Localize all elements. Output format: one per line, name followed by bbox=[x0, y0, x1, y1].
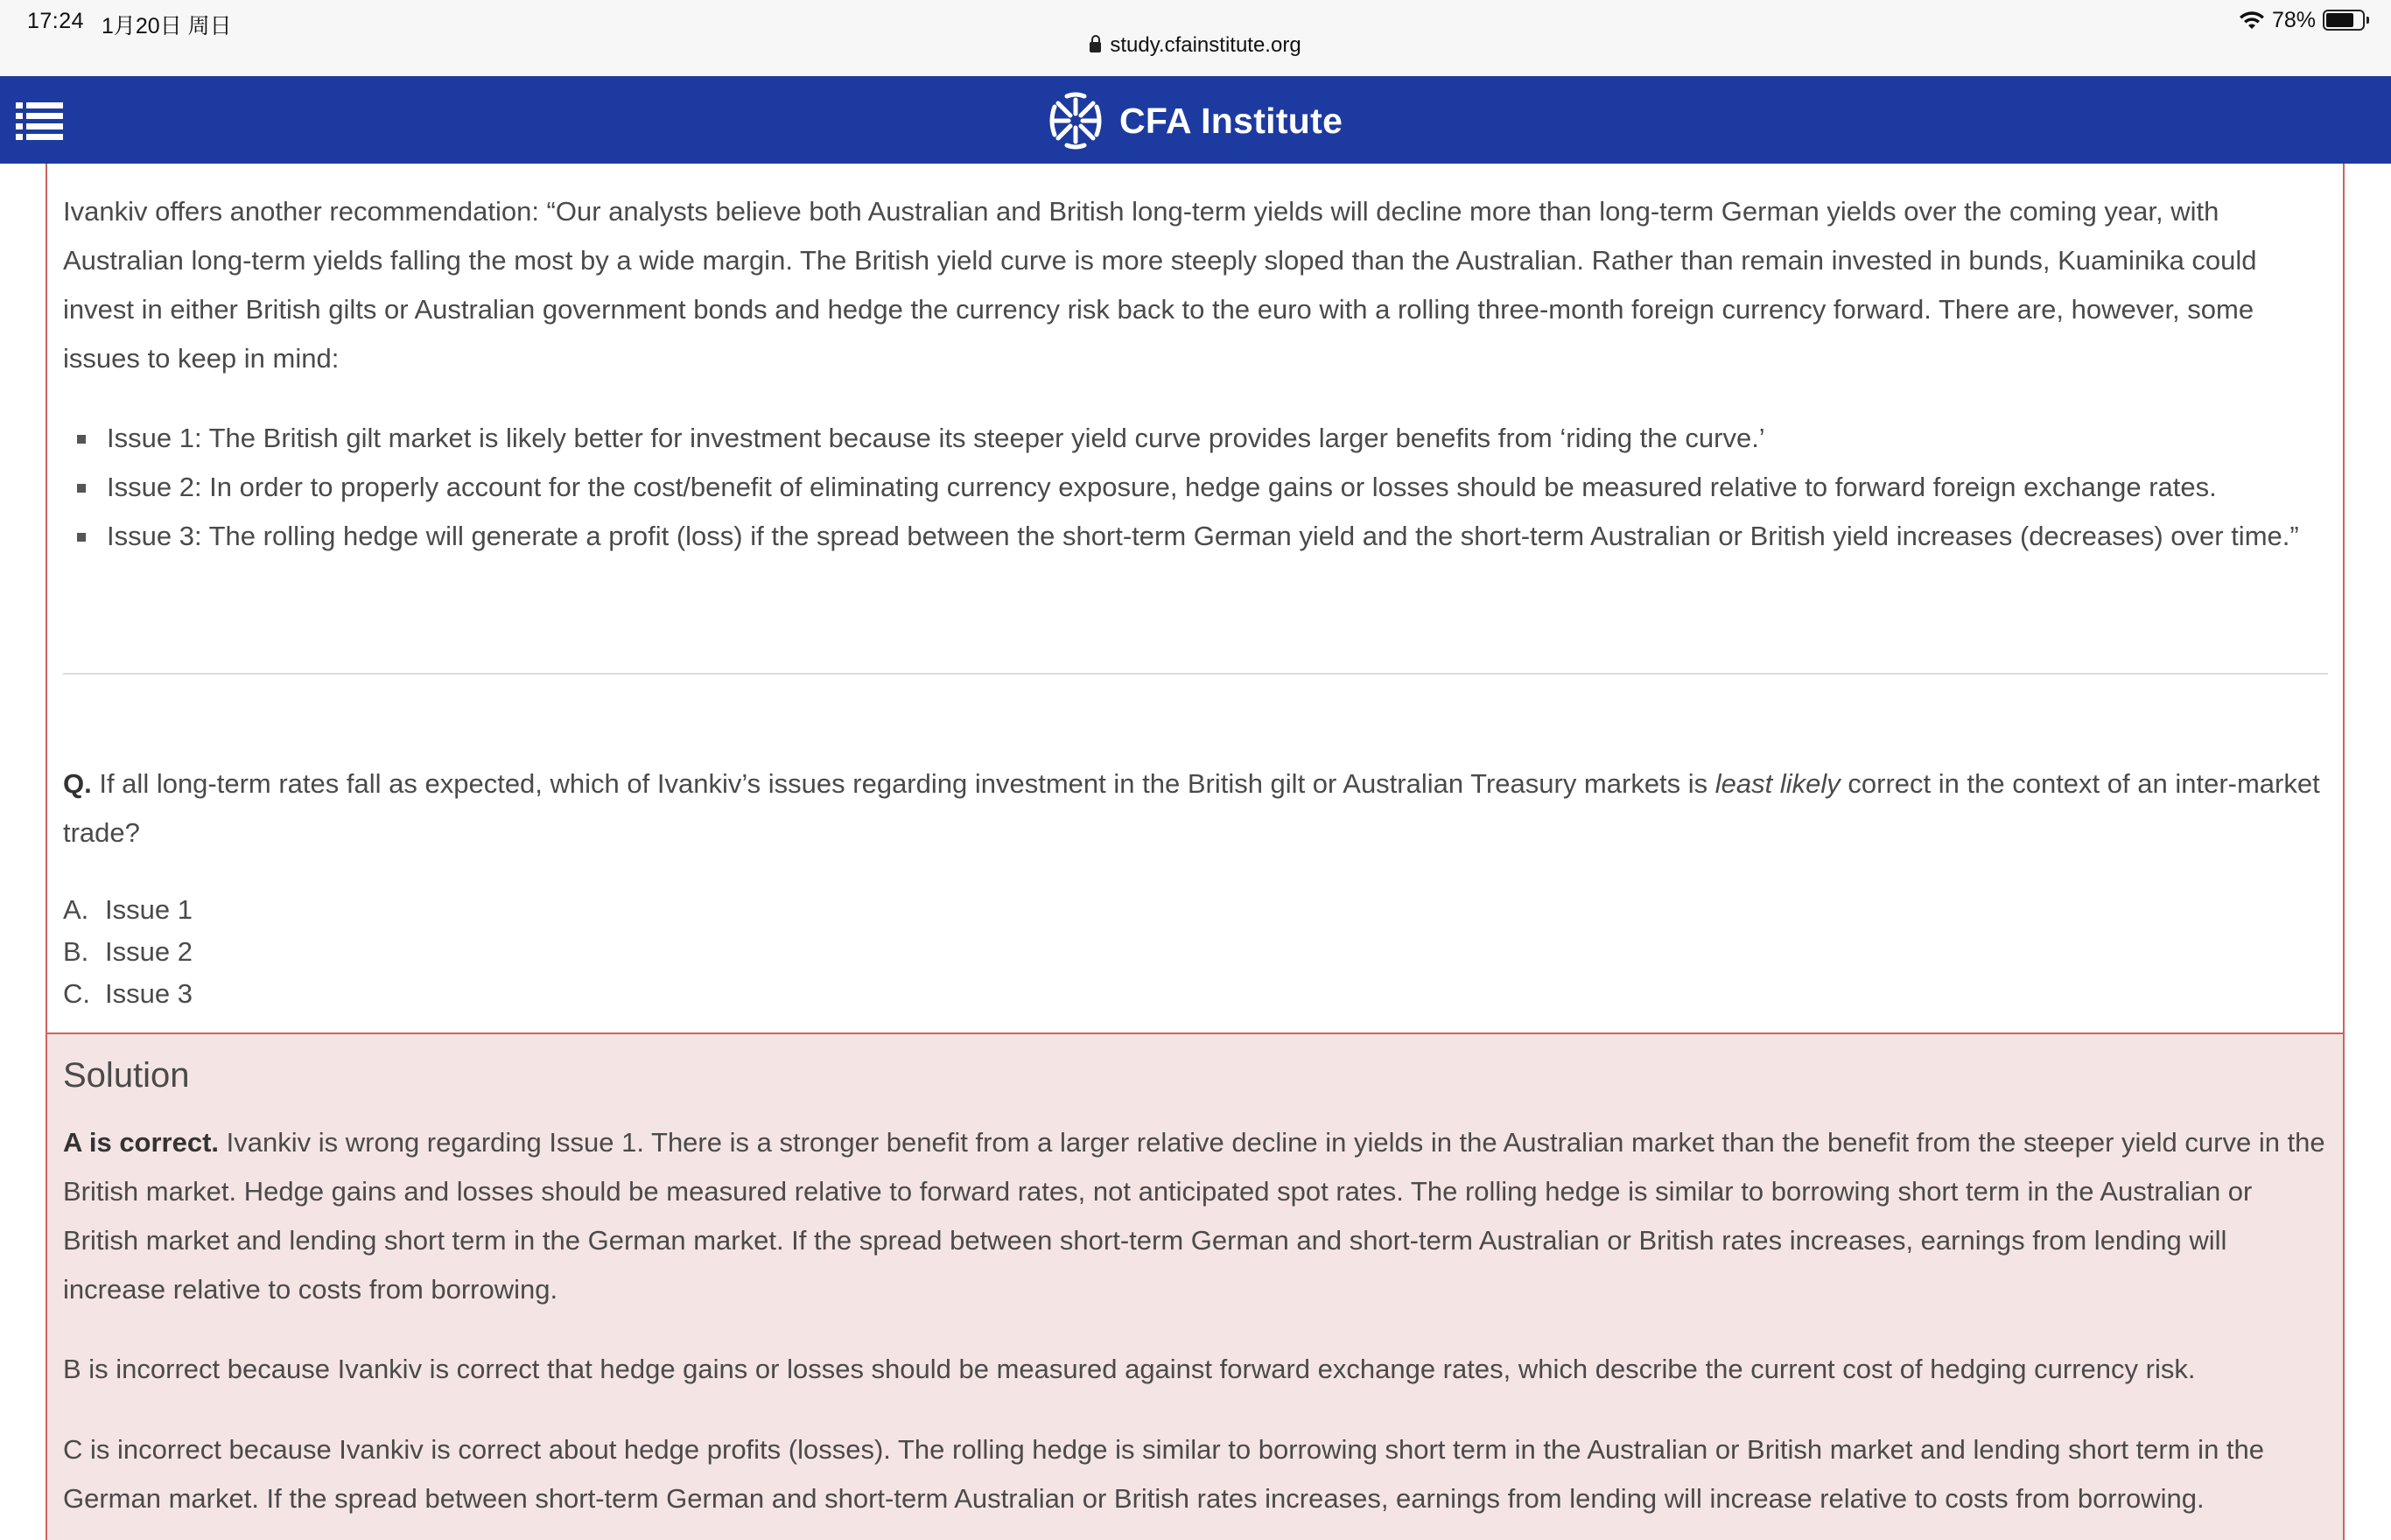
question-body-end: correct in the context of an inter-market trade? bbox=[63, 768, 2320, 848]
option-c[interactable] bbox=[63, 973, 193, 1015]
solution-a-lead: A is correct. bbox=[63, 1127, 220, 1158]
lock-icon bbox=[1090, 42, 1101, 52]
divider bbox=[63, 673, 2328, 675]
list-item: Issue 1: The British gilt market is likely better for investment because its steeper yield curve provides larger benefits from ‘riding the curve.’ bbox=[63, 414, 2335, 463]
solution-title: Solution bbox=[63, 1056, 190, 1095]
cfa-globe-icon bbox=[1046, 91, 1105, 150]
option-label: Issue 2 bbox=[105, 936, 193, 967]
passage-intro: Ivankiv offers another recommendation: “Our analysts believe both Australian and British long-term yields will decline more than long-term German yields over the coming year, with Australian long-term yields falling the most by a wide margin. The British yield curve is more steeply sloped than the Australian. Rather than remain invested in bunds, Kuaminika could invest in either British gilts or Australian government bonds and hedge the currency risk back to the euro with a rolling three-month foreign currency forward. There are, however, some issues to keep in mind: bbox=[63, 196, 2257, 374]
option-label: Issue 3 bbox=[105, 978, 193, 1009]
list-item: Issue 2: In order to properly account for the cost/benefit of eliminating currency exposure, hedge gains or losses should be measured relative to forward foreign exchange rates. bbox=[63, 463, 2335, 512]
option-a[interactable] bbox=[63, 889, 193, 931]
question-prefix: Q. bbox=[63, 768, 92, 799]
option-letter: A. bbox=[63, 894, 89, 925]
status-bar bbox=[0, 0, 2391, 76]
status-date: 1月20日 周日 bbox=[102, 14, 232, 38]
wifi-icon bbox=[2239, 10, 2265, 31]
site-header bbox=[0, 76, 2391, 164]
status-indicators bbox=[2239, 7, 2365, 33]
url-text: study.cfainstitute.org bbox=[1110, 33, 1301, 57]
battery-icon bbox=[2323, 10, 2365, 31]
solution-c: C is incorrect because Ivankiv is correct about hedge profits (losses). The rolling hedge is similar to borrowing short term in the Australian or British market and lending short term in the German market. If the spread between short-term German and short-term Australian or British rates increases, earnings from lending will increase relative to costs from borrowing. bbox=[63, 1434, 2265, 1514]
option-letter: B. bbox=[63, 936, 89, 967]
question-body: If all long-term rates fall as expected, which of Ivankiv’s issues regarding investment in the British gilt or Australian Treasury markets is bbox=[91, 768, 1715, 799]
status-time: 17:24 bbox=[27, 9, 85, 33]
option-letter: C. bbox=[63, 978, 90, 1009]
question-text bbox=[63, 760, 2335, 858]
menu-icon[interactable] bbox=[16, 102, 63, 141]
option-label: Issue 1 bbox=[105, 894, 193, 925]
solution-a-text: Ivankiv is wrong regarding Issue 1. There is a stronger benefit from a larger relative decline in yields in the Australian market than the benefit from the steeper yield curve in the British market. Hedge gains and losses should be measured relative to forward rates, not anticipated spot rates. The rolling hedge is similar to borrowing short term in the Australian or British market and lending short term in the German market. If the spread between short-term German and short-term Australian or British rates increases, earnings from lending will increase relative to costs from borrowing. bbox=[63, 1127, 2325, 1305]
brand-name: CFA Institute bbox=[1119, 100, 1343, 141]
answer-options bbox=[63, 889, 193, 1015]
brand-logo[interactable] bbox=[1046, 90, 1343, 151]
battery-percent: 78% bbox=[2271, 7, 2316, 32]
question-emphasis: least likely bbox=[1714, 768, 1841, 799]
issues-list bbox=[63, 414, 2335, 561]
battery-fill bbox=[2326, 13, 2353, 27]
solution-b: B is incorrect because Ivankiv is correct that hedge gains or losses should be measured against forward exchange rates, which describe the current cost of hedging currency risk. bbox=[63, 1354, 2196, 1384]
address-bar[interactable] bbox=[0, 33, 2391, 58]
list-item: Issue 3: The rolling hedge will generate a profit (loss) if the spread between the short-term German yield and the short-term Australian or British yield increases (decreases) over time.” bbox=[63, 512, 2335, 561]
option-b[interactable] bbox=[63, 931, 193, 973]
solution-a bbox=[63, 1118, 2335, 1314]
